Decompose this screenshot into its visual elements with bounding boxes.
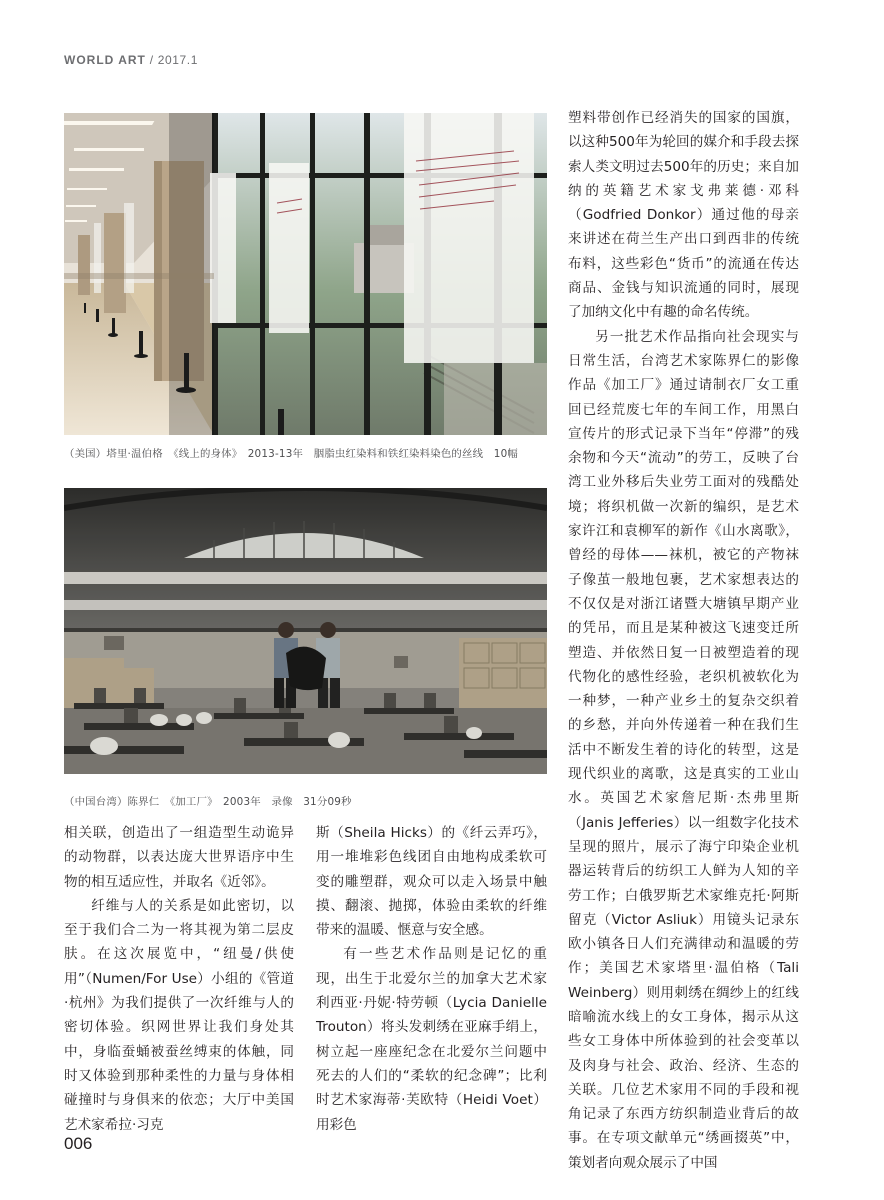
issue-number: 2017.1 xyxy=(157,53,198,67)
paragraph: 纤维与人的关系是如此密切，以至于我们合二为一将其视为第二层皮肤。在这次展览中，“纽曼/供使用”（Numen/For Use）小组的《管道·杭州》为我们提供了一次纤维与人的密切体验。织网世界让我们身处其中，身临蚕蛹被蚕丝缚束的体触，同时又体验到那种柔性的力量与身体相碰撞时与身俱来的依恋；大厅中美国艺术家希拉·习克 xyxy=(64,897,294,1133)
photo-factory xyxy=(64,488,547,774)
paragraph: 相关联，创造出了一组造型生动诡异的动物群，以表达庞大世界语序中生物的相互适应性，并取名《近邻》。 xyxy=(64,825,294,890)
page-number: 006 xyxy=(64,1134,93,1153)
paragraph: 斯（Sheila Hicks）的《纤云弄巧》，用一堆堆彩色线团自由地构成柔软可变的雕塑群，观众可以走入场景中触摸、翻滚、抛掷，体验由柔软的纤维带来的温暖、惬意与安全感。 xyxy=(316,825,547,939)
header-separator: / xyxy=(145,53,158,67)
paragraph: 塑料带创作已经消失的国家的国旗，以这种500年为轮回的媒介和手段去探索人类文明过去500年的历史；来自加纳的英籍艺术家戈弗莱德·邓科（Godfried Donkor）通过他的母亲来讲述在荷兰生产出口到西非的传统布料，这些彩色“货币”的流通在传达商品、金钱与知识流通的同时，展现了加纳文化中有趣的命名传统。 xyxy=(568,110,799,321)
paragraph: 有一些艺术作品则是记忆的重现，出生于北爱尔兰的加拿大艺术家利西亚·丹妮·特劳顿（Lycia Danielle Trouton）将头发刺绣在亚麻手绢上，树立起一座座纪念在北爱尔兰问题中死去的人们的“柔软的纪念碑”；比利时艺术家海蒂·芙欧特（Heidi Voet）用彩色 xyxy=(316,946,547,1133)
magazine-name: WORLD ART xyxy=(64,53,146,67)
column-left xyxy=(64,821,294,1137)
column-middle xyxy=(316,821,547,1137)
running-header xyxy=(64,53,198,67)
paragraph: 另一批艺术作品指向社会现实与日常生活，台湾艺术家陈界仁的影像作品《加工厂》通过请制衣厂女工重回已经荒废七年的车间工作，用黑白宣传片的形式记录下当年“停滞”的残余物和今天“流动”的劳工，反映了台湾工业外移后失业劳工面对的残酷处境；将织机做一次新的编织，是艺术家许江和袁柳军的新作《山水离歌》，曾经的母体——袜机，被它的产物袜子像茧一般地包裹，艺术家想表达的不仅仅是对浙江诸暨大塘镇早期产业的凭吊，而且是某种被这飞速变迁所塑造、并依然日复一日被塑造着的现代物化的感性经验，老织机被软化为一种梦，一种产业乡土的复杂交织着的乡愁，并向外传递着一种在我们生活中不断发生着的诗化的转型，这是现代织业的离歌，这是真实的工业山水。英国艺术家詹尼斯·杰弗里斯（Janis Jefferies）以一组数字化技术呈现的照片，展示了海宁印染企业机器运转背后的纺织工人鲜为人知的辛劳工作；白俄罗斯艺术家维克托·阿斯留克（Victor Asliuk）用镜头记录东欧小镇各日人们充满律动和温暖的劳作；美国艺术家塔里·温伯格（Tali Weinberg）则用刺绣在绸纱上的红线暗喻流水线上的女工身体，揭示从这些女工身体中所体验到的社会变革以及肉身与社会、政治、经济、生态的关联。几位艺术家用不同的手段和视角记录了东西方纺织制造业背后的故事。在专项文献单元“绣画掇英”中，策划者向观众展示了中国 xyxy=(568,328,799,1171)
photo1-caption: （美国）塔里·温伯格 《线上的身体》 2013-13年 胭脂虫红染料和铁红染料染色的丝线 10幅 xyxy=(64,448,518,460)
photo2-caption: （中国台湾）陈界仁 《加工厂》 2003年 录像 31分09秒 xyxy=(64,796,352,808)
photo-gallery-corridor xyxy=(64,113,547,435)
column-right xyxy=(568,106,799,1175)
